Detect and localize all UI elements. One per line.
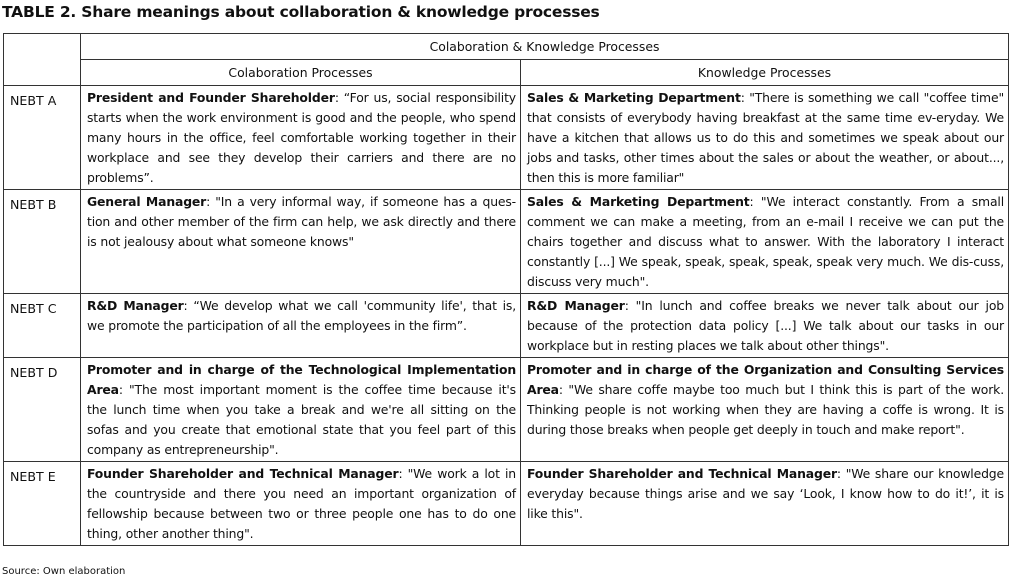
quote-text: : "In lunch and coffee breaks we never talk about our job because of the protection data policy [...] We talk about our tasks in our workplace but in resting places we talk about other things".	[527, 298, 1004, 353]
table-row	[4, 190, 1009, 294]
table-row	[4, 86, 1009, 190]
row-label: NEBT D	[4, 358, 81, 462]
role-label: Promoter and in charge of the Organization and Consulting Services Area	[527, 362, 1004, 397]
table-title: TABLE 2. Share meanings about collaboration & knowledge processes	[2, 3, 600, 21]
role-label: Promoter and in charge of the Technological Implementation Area	[87, 362, 516, 397]
role-label: Sales & Marketing Department	[527, 194, 750, 209]
header-group-row	[4, 34, 1009, 60]
knowledge-cell	[521, 462, 1009, 546]
table-row	[4, 294, 1009, 358]
collaboration-cell	[81, 86, 521, 190]
quote-text: : "We work a lot in the countryside and there you need an important organization of fellowship because between two or three people one has to do one thing, other another thing".	[87, 466, 516, 541]
row-label: NEBT B	[4, 190, 81, 294]
row-label: NEBT E	[4, 462, 81, 546]
source-note: Source: Own elaboration	[2, 566, 126, 577]
role-label: Sales & Marketing Department	[527, 90, 741, 105]
collaboration-cell	[81, 294, 521, 358]
role-label: General Manager	[87, 194, 207, 209]
role-label: R&D Manager	[87, 298, 184, 313]
collaboration-cell	[81, 190, 521, 294]
table-row	[4, 358, 1009, 462]
quote-text: : "We interact constantly. From a small comment we can make a meeting, from an e-mail I receive we can put the chairs together and discuss what to answer. With the laboratory I interact constantly [...] We speak, speak, speak, speak, speak very much. We dis-cuss, discuss very much".	[527, 194, 1004, 289]
knowledge-cell	[521, 294, 1009, 358]
collaboration-cell	[81, 462, 521, 546]
collaboration-cell	[81, 358, 521, 462]
row-label: NEBT A	[4, 86, 81, 190]
collaboration-knowledge-table	[3, 33, 1009, 546]
knowledge-cell	[521, 86, 1009, 190]
knowledge-cell	[521, 358, 1009, 462]
quote-text: : "We share our knowledge everyday because things arise and we say ‘Look, I know how to do it!’, it is like this".	[527, 466, 1004, 521]
role-label: Founder Shareholder and Technical Manager	[527, 466, 837, 481]
role-label: President and Founder Shareholder	[87, 90, 335, 105]
quote-text: : "There is something we call "coffee time" that consists of everybody having breakfast at the same time ev-eryday. We have a kitchen that allows us to do this and sometimes we speak about our jobs and tasks, other times about the sales or about the weather, or about..., then this is more familiar"	[527, 90, 1005, 185]
role-label: Founder Shareholder and Technical Manager	[87, 466, 399, 481]
header-knowledge: Knowledge Processes	[521, 60, 1009, 86]
row-label: NEBT C	[4, 294, 81, 358]
quote-text: : "The most important moment is the coffee time because it's the lunch time when you take a break and we're all sitting on the sofas and you create that emotional state that you feel part of this company as entrepreneurship".	[87, 382, 516, 457]
header-collaboration: Colaboration Processes	[81, 60, 521, 86]
quote-text: : “For us, social responsibility starts when the work environment is good and the people, who spend many hours in the office, feel comfortable working together in their workplace and see they develop their carriers and there are no problems”.	[87, 90, 516, 185]
knowledge-cell	[521, 190, 1009, 294]
table-row	[4, 462, 1009, 546]
header-empty-cell	[4, 34, 81, 86]
quote-text: : "In a very informal way, if someone has a ques-tion and other member of the firm can help, we ask directly and there is not jealousy about what someone knows"	[87, 194, 517, 249]
role-label: R&D Manager	[527, 298, 625, 313]
header-group: Colaboration & Knowledge Processes	[81, 34, 1009, 60]
quote-text: : “We develop what we call 'community life', that is, we promote the participation of all the employees in the firm”.	[87, 298, 516, 333]
header-columns-row	[4, 60, 1009, 86]
quote-text: : "We share coffe maybe too much but I think this is part of the work. Thinking people is not working when they are having a coffe is wrong. It is during those breaks when people get deeply in touch and make report".	[527, 382, 1004, 437]
